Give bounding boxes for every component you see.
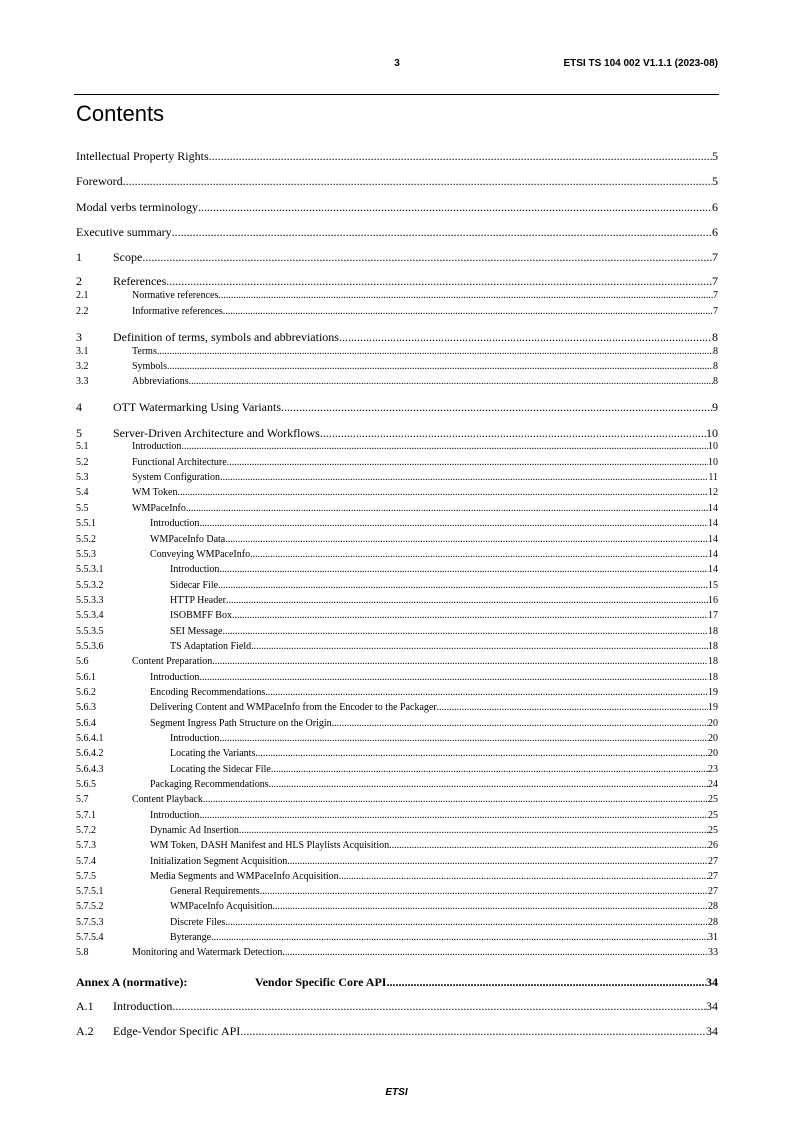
toc-entry-page: 34 (706, 1024, 718, 1038)
toc-entry[interactable] (76, 346, 718, 358)
toc-entry-page: 25 (708, 825, 718, 836)
toc-entry-title: ISOBMFF Box (170, 610, 232, 621)
toc-entry-number: 3 (76, 330, 82, 344)
toc-entry-title: Locating the Sidecar File (170, 764, 271, 775)
toc-leader-dots (271, 764, 708, 776)
toc-entry-page: 33 (708, 947, 718, 958)
toc-entry-number: 5.7.3 (76, 840, 96, 851)
toc-entry-number: 5.5.3.6 (76, 641, 104, 652)
toc-entry-title: Introduction (150, 672, 200, 683)
toc-leader-dots (225, 534, 708, 546)
toc-entry-number: 5.3 (76, 472, 89, 483)
toc-entry-number: 5.6.3 (76, 702, 96, 713)
toc-entry-number: 5.8 (76, 947, 89, 958)
toc-entry-page: 17 (708, 610, 718, 621)
toc-leader-dots (389, 840, 708, 852)
toc-entry-number: 5.6.4.3 (76, 764, 104, 775)
toc-entry-number: 3.2 (76, 361, 89, 372)
toc-leader-dots (269, 779, 708, 791)
toc-entry-title: Introduction (150, 518, 200, 529)
toc-entry-number: 5.5.1 (76, 518, 96, 529)
toc-leader-dots (219, 564, 708, 576)
toc-entry-title: System Configuration (132, 472, 221, 483)
toc-leader-dots (178, 487, 709, 499)
toc-leader-dots (339, 871, 708, 883)
toc-entry-title: Sidecar File (170, 580, 219, 591)
toc-entry-number: 3.1 (76, 346, 89, 357)
toc-entry[interactable] (76, 149, 718, 163)
toc-entry-page: 14 (708, 549, 718, 560)
toc-entry[interactable] (76, 400, 718, 414)
toc-entry-title: Media Segments and WMPaceInfo Acquisition (150, 871, 339, 882)
toc-entry-title: Segment Ingress Path Structure on the Origin (150, 718, 332, 729)
toc-entry-page: 6 (712, 200, 718, 214)
toc-entry-number: A.1 (76, 999, 94, 1013)
toc-entry-number: 5.5.3.1 (76, 564, 104, 575)
toc-entry-title: Abbreviations (132, 376, 189, 387)
toc-entry-title: Terms (132, 346, 157, 357)
toc-entry[interactable] (76, 825, 718, 837)
toc-leader-dots (223, 626, 709, 638)
toc-entry-number: 5.5.3 (76, 549, 96, 560)
toc-entry-page: 14 (708, 518, 718, 529)
toc-leader-dots (332, 718, 708, 730)
toc-entry-page: 19 (708, 687, 718, 698)
toc-leader-dots (239, 825, 708, 837)
toc-entry[interactable] (76, 718, 718, 730)
toc-entry[interactable] (76, 871, 718, 883)
toc-leader-dots (223, 306, 713, 318)
toc-entry-page: 10 (708, 457, 718, 468)
toc-leader-dots (227, 457, 708, 469)
toc-entry-number: 2.1 (76, 290, 89, 301)
toc-entry-page: 16 (708, 595, 718, 606)
toc-entry[interactable] (76, 656, 718, 668)
toc-entry[interactable] (76, 376, 718, 388)
toc-entry-title: Introduction (150, 810, 200, 821)
toc-entry-title: WMPaceInfo (132, 503, 186, 514)
toc-entry-number: 5.6.4.1 (76, 733, 104, 744)
toc-entry-number: 5.6.4 (76, 718, 96, 729)
toc-entry-title: References (113, 274, 167, 288)
toc-entry[interactable] (76, 840, 718, 852)
toc-leader-dots (172, 999, 706, 1013)
toc-entry-number: 5.4 (76, 487, 89, 498)
toc-entry-title: Foreword (76, 174, 123, 188)
toc-entry-page: 27 (708, 856, 718, 867)
toc-entry-page: 8 (713, 361, 718, 372)
toc-leader-dots (209, 149, 712, 163)
toc-leader-dots (251, 641, 708, 653)
toc-entry[interactable] (76, 975, 718, 989)
toc-leader-dots (198, 200, 712, 214)
toc-entry-number: 5.6.1 (76, 672, 96, 683)
toc-entry-number: 5.5.3.3 (76, 595, 104, 606)
toc-entry-page: 5 (712, 149, 718, 163)
toc-entry-title: SEI Message (170, 626, 223, 637)
toc-entry[interactable] (76, 441, 718, 453)
toc-entry-title: Monitoring and Watermark Detection (132, 947, 283, 958)
toc-entry-page: 20 (708, 733, 718, 744)
toc-entry-title: WM Token, DASH Manifest and HLS Playlists Acquisition (150, 840, 390, 851)
toc-entry-page: 20 (708, 748, 718, 759)
toc-entry-number: 5.6.2 (76, 687, 96, 698)
toc-entry-page: 5 (712, 174, 718, 188)
toc-leader-dots (219, 733, 708, 745)
toc-entry-title: Encoding Recommendations (150, 687, 266, 698)
toc-entry-title: Conveying WMPaceInfo (150, 549, 251, 560)
toc-entry-page: 6 (712, 225, 718, 239)
toc-leader-dots (212, 656, 708, 668)
toc-leader-dots (167, 361, 713, 373)
toc-entry[interactable] (76, 330, 718, 344)
toc-entry-number: 5.7.2 (76, 825, 96, 836)
toc-entry-title: WMPaceInfo Acquisition (170, 901, 273, 912)
toc-entry-page: 18 (708, 672, 718, 683)
toc-leader-dots (386, 975, 706, 989)
toc-leader-dots (166, 274, 712, 288)
toc-entry-title: Introduction (170, 733, 220, 744)
toc-entry-page: 34 (706, 999, 718, 1013)
toc-entry[interactable] (76, 779, 718, 791)
toc-entry-number: 5.6.5 (76, 779, 96, 790)
toc-leader-dots (437, 702, 708, 714)
toc-entry-title: Scope (113, 250, 143, 264)
toc-entry-number: 5.7.4 (76, 856, 96, 867)
toc-entry-page: 18 (708, 641, 718, 652)
toc-entry-title: Content Preparation (132, 656, 213, 667)
toc-leader-dots (339, 330, 712, 344)
page-header (76, 58, 718, 72)
toc-leader-dots (203, 794, 708, 806)
toc-entry[interactable] (76, 361, 718, 373)
toc-entry-number: 5.6.4.2 (76, 748, 104, 759)
toc-entry[interactable] (76, 856, 718, 868)
toc-entry-page: 14 (708, 564, 718, 575)
toc-entry-page: 25 (708, 794, 718, 805)
toc-entry-number: 3.3 (76, 376, 89, 387)
toc-entry-page: 12 (708, 487, 718, 498)
toc-entry-number: 5.7.5.3 (76, 917, 104, 928)
toc-entry-title: Intellectual Property Rights (76, 149, 209, 163)
toc-entry-title: TS Adaptation Field (170, 641, 252, 652)
toc-entry-number: 5.5.2 (76, 534, 96, 545)
toc-entry-title: Server-Driven Architecture and Workflows (113, 426, 320, 440)
toc-entry-page: 11 (708, 472, 718, 483)
toc-entry[interactable] (76, 487, 718, 499)
toc-entry[interactable] (76, 810, 718, 822)
toc-entry-page: 28 (708, 901, 718, 912)
toc-leader-dots (255, 748, 708, 760)
toc-entry-number: 5.7.5.4 (76, 932, 104, 943)
toc-entry-page: 7 (713, 306, 718, 317)
toc-leader-dots (281, 400, 712, 414)
toc-leader-dots (123, 174, 712, 188)
toc-entry-title: Byterange (170, 932, 212, 943)
toc-entry[interactable] (76, 794, 718, 806)
toc-leader-dots (226, 595, 708, 607)
toc-entry-title: Delivering Content and WMPaceInfo from the Encoder to the Packager (150, 702, 437, 713)
toc-entry-page: 7 (712, 274, 718, 288)
toc-entry[interactable] (76, 174, 718, 188)
toc-entry[interactable] (76, 274, 718, 288)
toc-entry-title: Edge-Vendor Specific API (113, 1024, 241, 1038)
toc-leader-dots (218, 580, 708, 592)
toc-entry-title: Informative references (132, 306, 223, 317)
toc-leader-dots (181, 441, 708, 453)
toc-entry[interactable] (76, 290, 718, 302)
page-number: 3 (394, 58, 400, 69)
toc-entry-number: 5.7.5 (76, 871, 96, 882)
toc-entry-title: Initialization Segment Acquisition (150, 856, 288, 867)
toc-entry[interactable] (76, 748, 718, 760)
toc-entry-title: Symbols (132, 361, 168, 372)
header-rule (74, 94, 719, 95)
toc-leader-dots (220, 472, 708, 484)
toc-entry-title: Packaging Recommendations (150, 779, 269, 790)
toc-entry[interactable] (76, 472, 718, 484)
toc-leader-dots (240, 1024, 706, 1038)
toc-entry-page: 9 (712, 400, 718, 414)
toc-entry[interactable] (76, 917, 718, 929)
toc-entry[interactable] (76, 733, 718, 745)
toc-entry-page: 24 (708, 779, 718, 790)
toc-entry[interactable] (76, 200, 718, 214)
toc-entry[interactable] (76, 250, 718, 264)
toc-entry-title: Introduction (170, 564, 220, 575)
toc-leader-dots (265, 687, 708, 699)
toc-leader-dots (282, 947, 708, 959)
toc-entry-page: 27 (708, 871, 718, 882)
page-footer: ETSI (385, 1087, 408, 1098)
toc-entry-number: 5.7 (76, 794, 89, 805)
toc-entry-page: 14 (708, 503, 718, 514)
toc-entry-number: 5.7.1 (76, 810, 96, 821)
toc-entry[interactable] (76, 534, 718, 546)
toc-leader-dots (250, 549, 708, 561)
toc-entry-number: 5.7.5.2 (76, 901, 104, 912)
toc-entry[interactable] (76, 518, 718, 530)
toc-entry-page: 15 (708, 580, 718, 591)
toc-entry-number: 1 (76, 250, 82, 264)
toc-entry-title: Introduction (132, 441, 182, 452)
toc-entry[interactable] (76, 764, 718, 776)
document-reference: ETSI TS 104 002 V1.1.1 (2023-08) (563, 58, 718, 69)
toc-entry-number: 5.6 (76, 656, 89, 667)
toc-entry[interactable] (76, 426, 718, 440)
toc-entry[interactable] (76, 702, 718, 714)
toc-entry-page: 14 (708, 534, 718, 545)
toc-leader-dots (260, 886, 708, 898)
toc-leader-dots (172, 225, 712, 239)
toc-entry-title: Modal verbs terminology (76, 200, 198, 214)
toc-leader-dots (320, 426, 706, 440)
toc-leader-dots (142, 250, 712, 264)
toc-entry-title: Normative references (132, 290, 219, 301)
toc-entry[interactable] (76, 1024, 718, 1038)
toc-entry-page: 31 (708, 932, 718, 943)
toc-entry-number: 4 (76, 400, 82, 414)
toc-entry-page: 8 (713, 346, 718, 357)
toc-entry[interactable] (76, 503, 718, 515)
toc-entry[interactable] (76, 947, 718, 959)
toc-leader-dots (199, 518, 708, 530)
toc-entry-number: 5.5.3.4 (76, 610, 104, 621)
toc-entry-title: WM Token (132, 487, 178, 498)
toc-leader-dots (211, 932, 708, 944)
toc-entry-number: 5 (76, 426, 82, 440)
toc-entry-title: Dynamic Ad Insertion (150, 825, 239, 836)
toc-entry-title: Vendor Specific Core API (255, 975, 387, 989)
toc-entry-page: 20 (708, 718, 718, 729)
toc-entry[interactable] (76, 610, 718, 622)
toc-entry-page: 26 (708, 840, 718, 851)
toc-entry-page: 7 (713, 290, 718, 301)
toc-entry-title: Functional Architecture (132, 457, 227, 468)
toc-entry-number: 5.1 (76, 441, 89, 452)
toc-leader-dots (287, 856, 708, 868)
toc-entry-page: 28 (708, 917, 718, 928)
toc-leader-dots (157, 346, 713, 358)
toc-entry-page: 25 (708, 810, 718, 821)
toc-entry-number: 5.2 (76, 457, 89, 468)
toc-leader-dots (199, 672, 708, 684)
toc-leader-dots (232, 610, 708, 622)
toc-entry-title: OTT Watermarking Using Variants (113, 400, 282, 414)
toc-entry[interactable] (76, 687, 718, 699)
toc-entry[interactable] (76, 564, 718, 576)
toc-entry-number: 5.5.3.5 (76, 626, 104, 637)
toc-entry[interactable] (76, 225, 718, 239)
toc-entry-title: Introduction (113, 999, 173, 1013)
toc-entry[interactable] (76, 626, 718, 638)
toc-entry-title: Locating the Variants (170, 748, 256, 759)
toc-entry-title: General Requirements (170, 886, 260, 897)
toc-entry[interactable] (76, 886, 718, 898)
toc-entry-title: Content Playback (132, 794, 203, 805)
toc-entry[interactable] (76, 306, 718, 318)
toc-entry-page: 8 (712, 330, 718, 344)
toc-leader-dots (225, 917, 708, 929)
toc-entry-page: 7 (712, 250, 718, 264)
toc-entry-number: 5.5 (76, 503, 89, 514)
toc-entry[interactable] (76, 457, 718, 469)
toc-entry-page: 23 (708, 764, 718, 775)
toc-entry-page: 27 (708, 886, 718, 897)
toc-entry-number: A.2 (76, 1024, 94, 1038)
toc-entry[interactable] (76, 641, 718, 653)
toc-entry[interactable] (76, 901, 718, 913)
toc-entry-number: 5.7.5.1 (76, 886, 104, 897)
toc-entry-page: 10 (706, 426, 718, 440)
toc-entry-page: 8 (713, 376, 718, 387)
toc-entry[interactable] (76, 595, 718, 607)
toc-entry-title: Definition of terms, symbols and abbreviations (113, 330, 339, 344)
toc-entry-number: 2.2 (76, 306, 89, 317)
toc-leader-dots (189, 376, 713, 388)
toc-entry[interactable] (76, 580, 718, 592)
toc-entry[interactable] (76, 932, 718, 944)
toc-entry-number: 2 (76, 274, 82, 288)
toc-leader-dots (186, 503, 708, 515)
toc-entry-title: HTTP Header (170, 595, 226, 606)
toc-entry-title: Executive summary (76, 225, 172, 239)
toc-entry-page: 10 (708, 441, 718, 452)
toc-entry-number: 5.5.3.2 (76, 580, 104, 591)
toc-entry-page: 18 (708, 626, 718, 637)
toc-leader-dots (272, 901, 708, 913)
toc-entry[interactable] (76, 672, 718, 684)
page-title: Contents (76, 101, 165, 126)
toc-entry[interactable] (76, 999, 718, 1013)
toc-entry-number: Annex A (normative): (76, 975, 188, 989)
toc-entry-page: 19 (708, 702, 718, 713)
toc-entry-title: Discrete Files (170, 917, 226, 928)
toc-entry-page: 18 (708, 656, 718, 667)
toc-entry-title: WMPaceInfo Data (150, 534, 226, 545)
toc-leader-dots (199, 810, 708, 822)
toc-leader-dots (218, 290, 713, 302)
toc-entry[interactable] (76, 549, 718, 561)
toc-entry-page: 34 (706, 975, 718, 989)
